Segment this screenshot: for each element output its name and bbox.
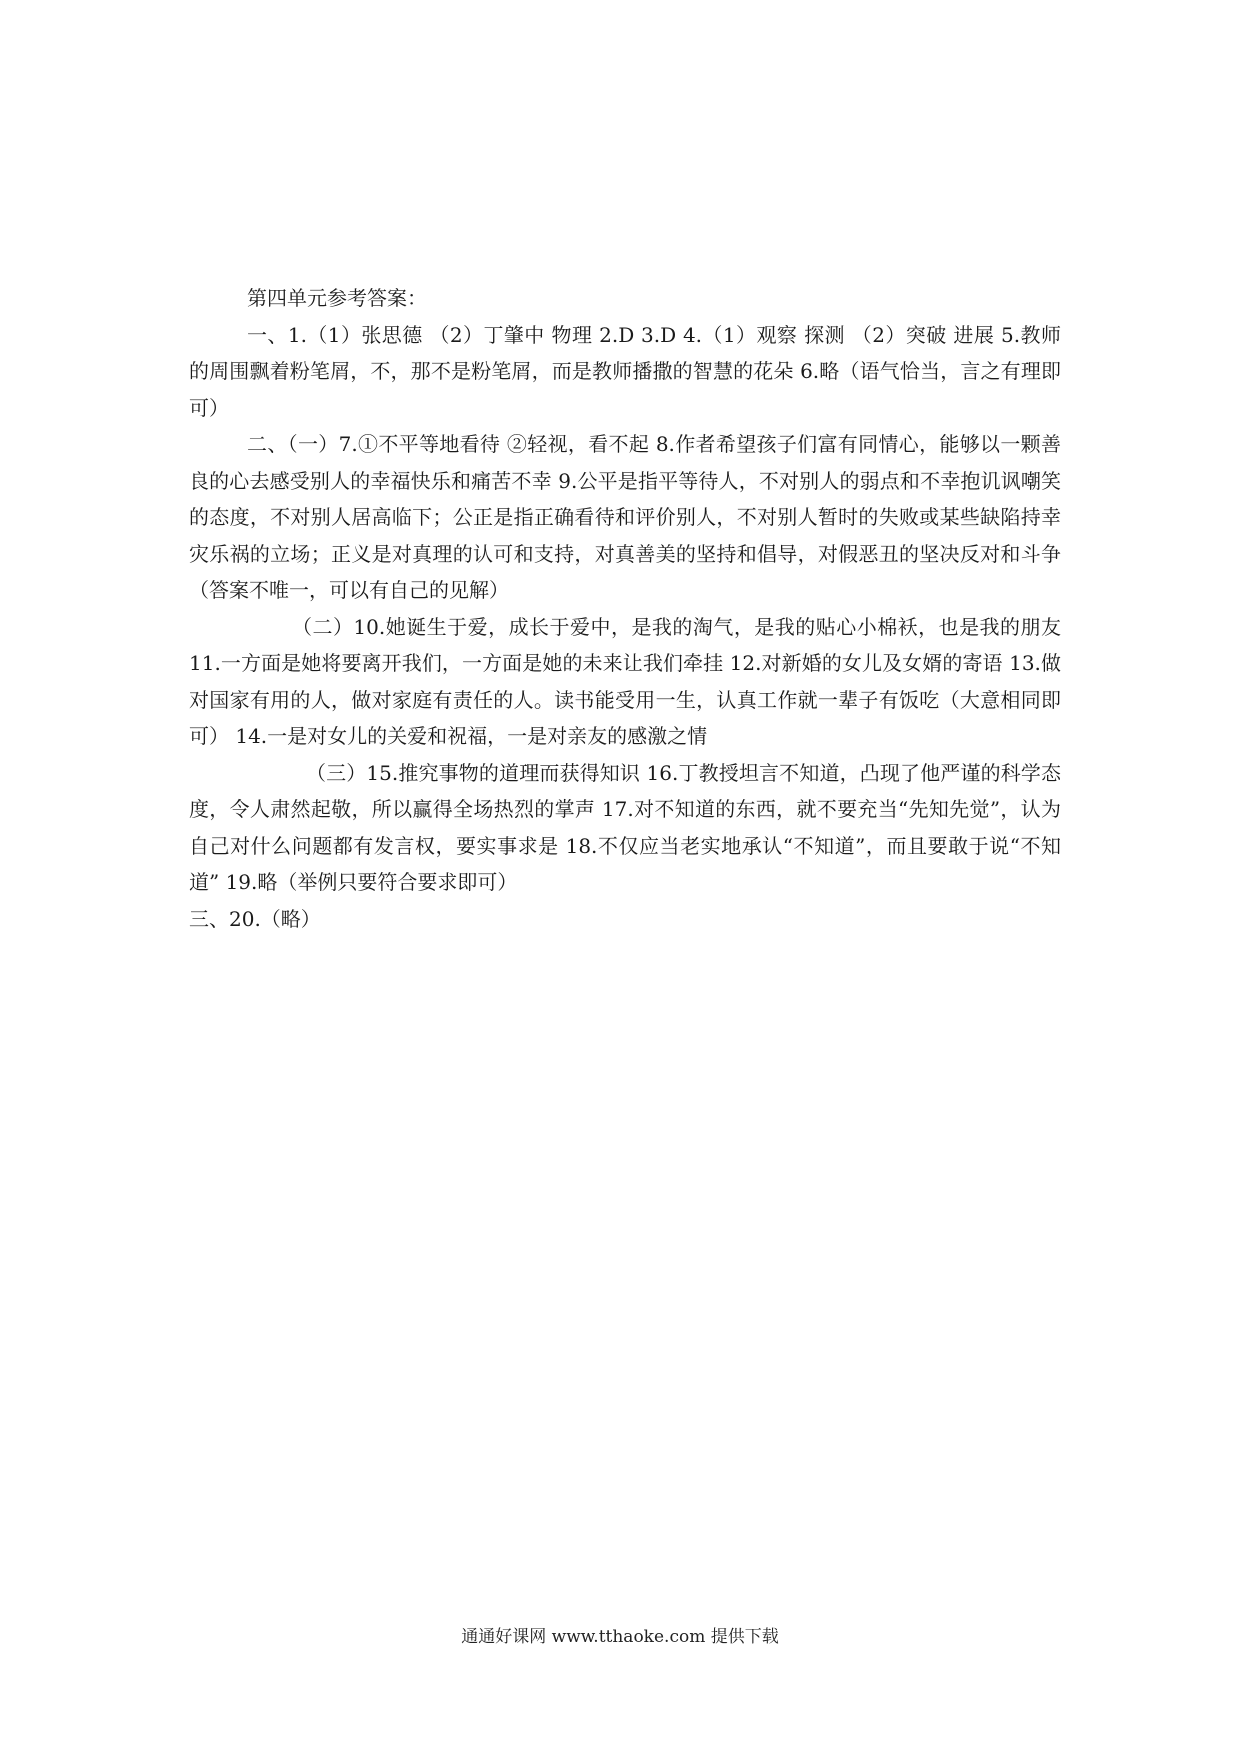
document-title: 第四单元参考答案： — [247, 286, 427, 310]
section-two-part-one: 二、（一）7.①不平等地看待 ②轻视，看不起 8.作者希望孩子们富有同情心，能够以一颗善良的心去感受别人的幸福快乐和痛苦不幸 9.公平是指平等待人，不对别人的弱点和不幸抱讥讽嘲笑的态度，不对别人居高临下；公正是指正确看待和评价别人，不对别人暂时的失败或某些缺陷持幸灾乐祸的立场；正义是对真理的认可和支持，对真善美的坚持和倡导，对假恶丑的坚决反对和斗争（答案不唯一，可以有自己的见解） — [189, 432, 1061, 602]
section-one: 一、1.（1）张思德 （2）丁肇中 物理 2.D 3.D 4.（1）观察 探测 （2）突破 进展 5.教师的周围飘着粉笔屑，不，那不是粉笔屑，而是教师播撒的智慧的花朵 6.略（语气恰当，言之有理即可） — [189, 322, 1061, 420]
answer-content — [189, 280, 1061, 937]
footer-credit: 通通好课网 www.tthaoke.com 提供下载 — [461, 1627, 779, 1647]
section-three: 三、20.（略） — [189, 906, 321, 931]
section-two-part-three: （三）15.推究事物的道理而获得知识 16.丁教授坦言不知道，凸现了他严谨的科学态度，令人肃然起敬，所以赢得全场热烈的掌声 17.对不知道的东西，就不要充当“先知先觉”，认为自己对什么问题都有发言权，要实事求是 18.不仅应当老实地承认“不知道”，而且要敢于说“不知道” 19.略（举例只要符合要求即可） — [189, 760, 1061, 894]
section-two-part-two: （二）10.她诞生于爱，成长于爱中，是我的淘气，是我的贴心小棉袄，也是我的朋友 11.一方面是她将要离开我们，一方面是她的未来让我们牵挂 12.对新婚的女儿及女婿的寄语 13.做对国家有用的人，做对家庭有责任的人。读书能受用一生，认真工作就一辈子有饭吃（大意相同即可） 14.一是对女儿的关爱和祝福，一是对亲友的感激之情 — [189, 614, 1061, 748]
